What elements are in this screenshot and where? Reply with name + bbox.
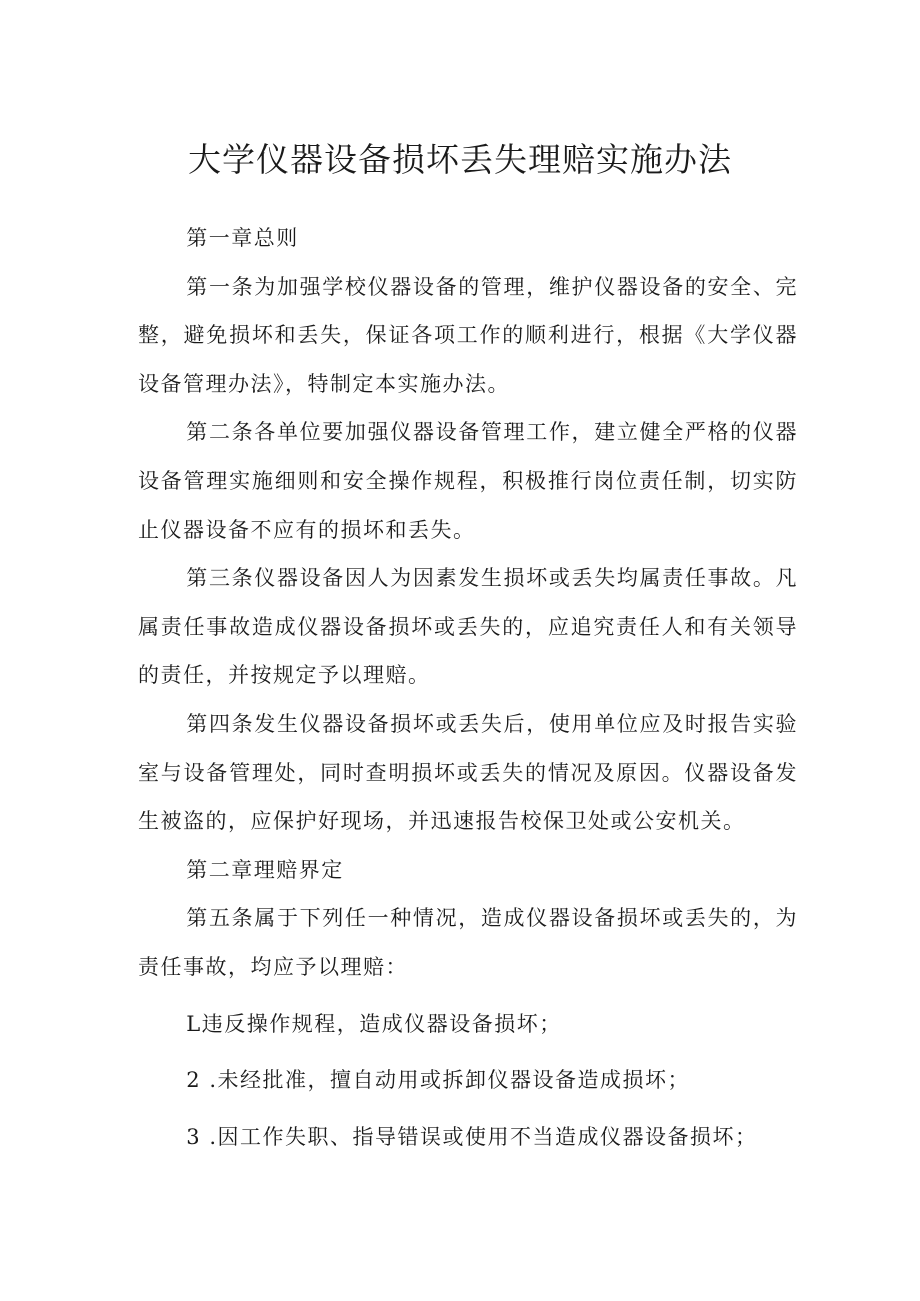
article-paragraph: 第五条属于下列任一种情况，造成仪器设备损坏或丢失的，为责任事故，均应予以理赔：	[138, 906, 798, 979]
document-body	[138, 214, 798, 1169]
list-item: 3 .因工作失职、指导错误或使用不当造成仪器设备损坏；	[186, 1124, 758, 1149]
chapter-heading: 第二章理赔界定	[186, 857, 344, 882]
chapter-heading: 第一章总则	[186, 226, 299, 250]
article-paragraph: 第三条仪器设备因人为因素发生损坏或丢失均属责任事故。凡属责任事故造成仪器设备损坏或丢失的，应追究责任人和有关领导的责任，并按规定予以理赔。	[138, 566, 798, 688]
document-title: 大学仪器设备损坏丢失理赔实施办法	[188, 140, 732, 179]
article-paragraph: 第四条发生仪器设备损坏或丢失后，使用单位应及时报告实验室与设备管理处，同时查明损坏或丢失的情况及原因。仪器设备发生被盗的，应保护好现场，并迅速报告校保卫处或公安机关。	[138, 711, 798, 834]
list-item: L违反操作规程，造成仪器设备损坏；	[186, 1011, 562, 1036]
article-paragraph: 第二条各单位要加强仪器设备管理工作，建立健全严格的仪器设备管理实施细则和安全操作规程，积极推行岗位责任制，切实防止仪器设备不应有的损坏和丢失。	[138, 420, 798, 542]
list-item: 2 .未经批准，擅自动用或拆卸仪器设备造成损坏；	[186, 1068, 691, 1093]
article-paragraph: 第一条为加强学校仪器设备的管理，维护仪器设备的安全、完整，避免损坏和丢失，保证各项工作的顺利进行，根据《大学仪器设备管理办法》，特制定本实施办法。	[138, 274, 798, 396]
